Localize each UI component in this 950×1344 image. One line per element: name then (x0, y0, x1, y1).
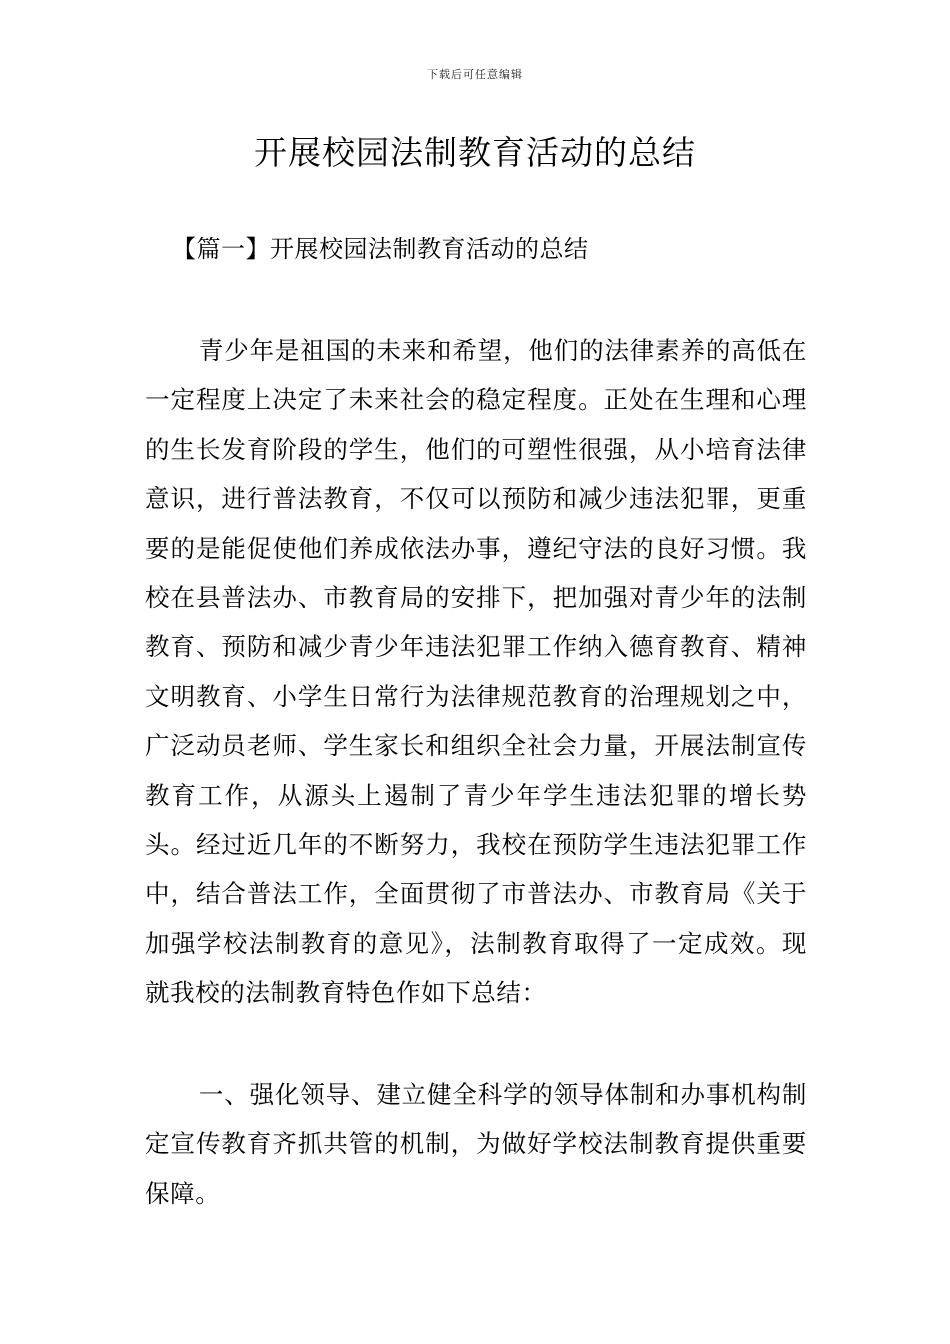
document-title: 开展校园法制教育活动的总结 (254, 133, 696, 172)
header-note: 下载后可任意编辑 (427, 68, 523, 81)
section-heading: 【篇一】开展校园法制教育活动的总结 (172, 235, 589, 263)
body-paragraph-1: 青少年是祖国的未来和希望，他们的法律素养的高低在一定程度上决定了未来社会的稳定程度。正处在生理和心理的生长发育阶段的学生，他们的可塑性很强，从小培育法律意识，进行普法教育，不仅可以预防和减少违法犯罪，更重要的是能促使他们养成依法办事，遵纪守法的良好习惯。我校在县普法办、市教育局的安排下，把加强对青少年的法制教育、预防和减少青少年违法犯罪工作纳入德育教育、精神文明教育、小学生日常行为法律规范教育的治理规划之中，广泛动员老师、学生家长和组织全社会力量，开展法制宣传教育工作，从源头上遏制了青少年学生违法犯罪的增长势头。经过近几年的不断努力，我校在预防学生违法犯罪工作中，结合普法工作，全面贯彻了市普法办、市教育局《关于加强学校法制教育的意见》，法制教育取得了一定成效。现就我校的法制教育特色作如下总结： (145, 336, 807, 1008)
body-paragraph-2: 一、强化领导、建立健全科学的领导体制和办事机构制定宣传教育齐抓共管的机制，为做好学校法制教育提供重要保障。 (145, 1080, 807, 1208)
